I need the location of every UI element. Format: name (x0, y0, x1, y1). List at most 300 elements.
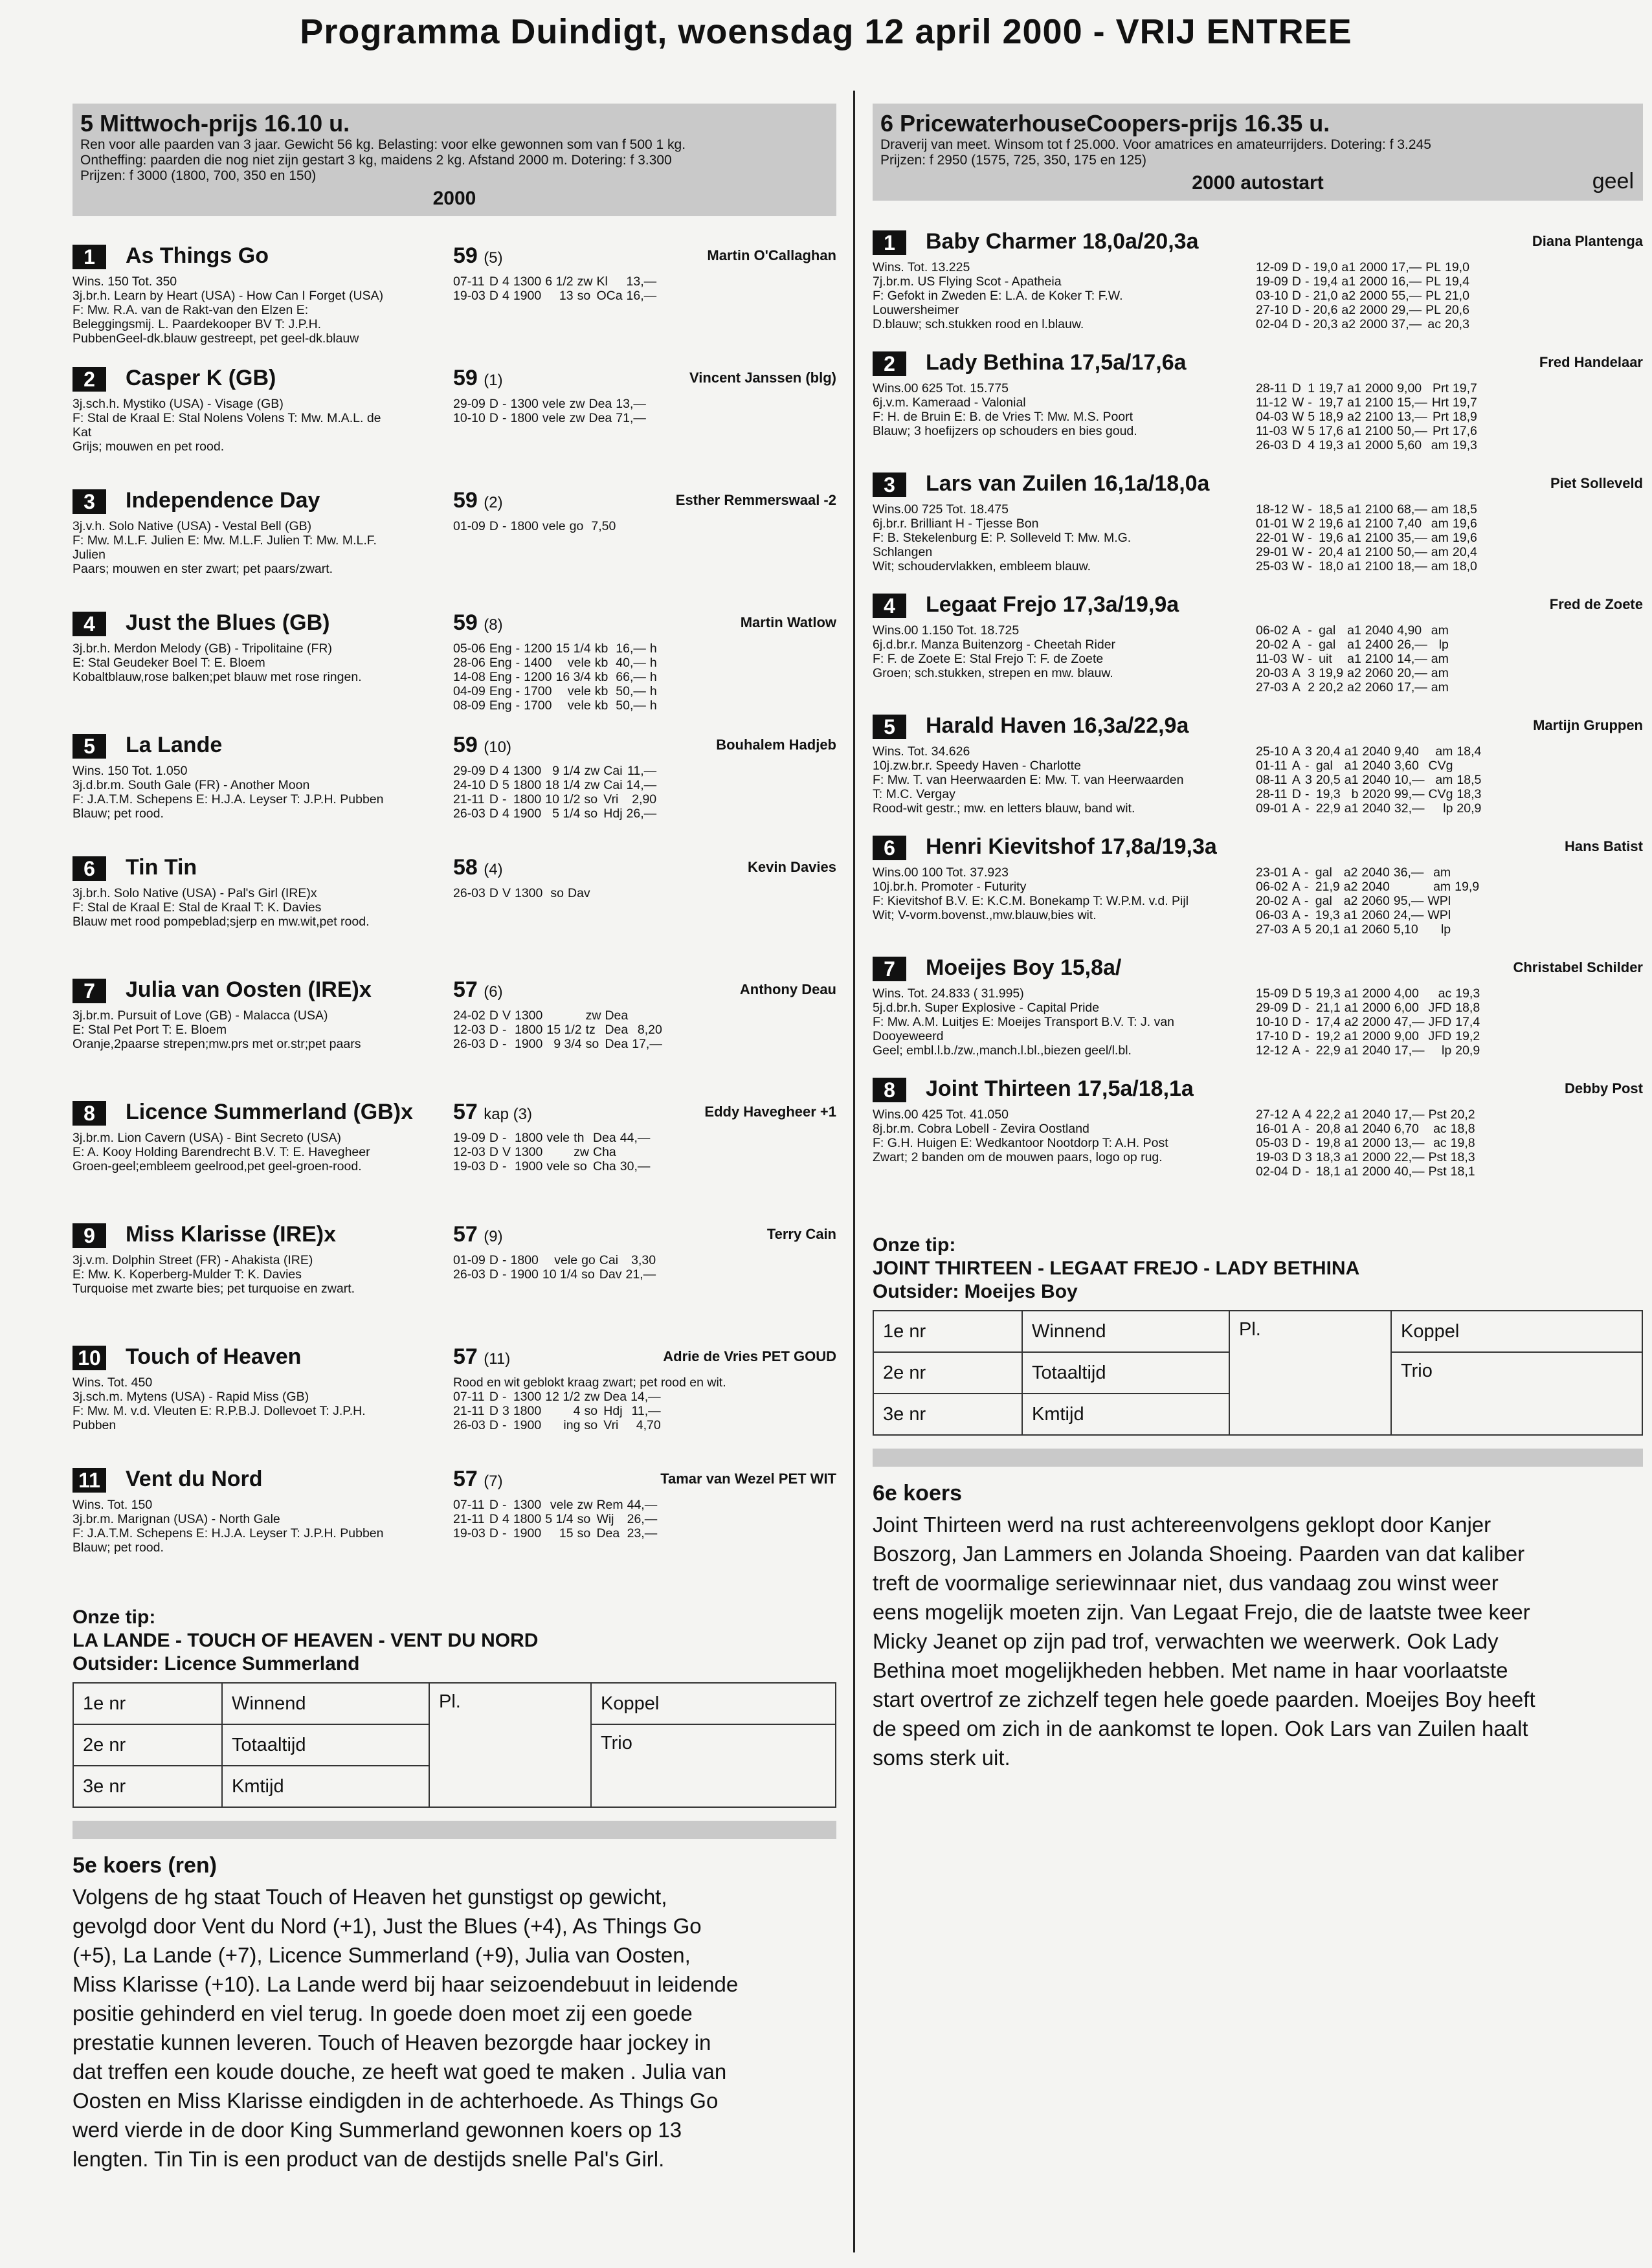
weight-value: 59 (453, 366, 478, 390)
results-table (453, 641, 661, 713)
result-cell: Dea (593, 1131, 616, 1145)
result-cell (660, 792, 664, 806)
review-line: positie gehinderd en viel terug. In goede doen moet zij een goede (73, 2001, 693, 2025)
result-cell: 13,— (1397, 410, 1427, 424)
horse-entry (73, 608, 836, 730)
start-number: (5) (484, 249, 503, 267)
result-row (1256, 260, 1473, 274)
result-cell: A (1291, 759, 1300, 773)
result-cell: 95,— (1393, 894, 1424, 908)
race-5-horse-list (73, 241, 836, 1586)
desc-line: Ren voor alle paarden van 3 jaar. Gewicht 56 kg. Belasting: voor elke gewonnen som van f 500 1 kg. (80, 137, 686, 152)
result-cell: 23-01 (1256, 865, 1288, 880)
result-cell: a1 (1341, 274, 1356, 289)
result-cell: gal (1315, 865, 1332, 880)
result-cell: 1300 (513, 1390, 542, 1404)
horse-info (73, 764, 448, 821)
result-row (453, 684, 661, 698)
desc-line: Draverij van meet. Winsom tot f 25.000. Voor amatrices en amateurrijders. Dotering: f 3.245 (880, 137, 1431, 152)
horse-entry (73, 730, 836, 852)
info-line: 5j.d.br.h. Super Explosive - Capital Pride (873, 1001, 1100, 1015)
result-cell: D (1291, 274, 1301, 289)
result-cell: D (489, 1253, 498, 1267)
result-cell: A (1291, 1107, 1300, 1122)
result-cell: 1900 (513, 1418, 542, 1432)
result-cell: W (1291, 395, 1304, 410)
race-6-bet-form (873, 1310, 1643, 1436)
result-cell: D (1291, 260, 1301, 274)
result-cell: lp (1440, 922, 1451, 937)
horse-weight (453, 1467, 503, 1492)
result-cell: am (1431, 438, 1449, 452)
info-line: Groen; sch.stukken, strepen en mw. blauw. (873, 666, 1113, 680)
result-cell: 02-04 (1256, 317, 1288, 331)
race-5-title: 5 Mittwoch-prijs 16.10 u. (80, 110, 350, 137)
result-cell: W (1291, 652, 1304, 666)
result-cell: a1 (1344, 1029, 1359, 1043)
result-cell: D (1291, 381, 1301, 395)
result-cell: - (1304, 274, 1310, 289)
result-cell: 5 1/4 (545, 1512, 574, 1526)
race-5-tip (73, 1606, 836, 1676)
result-row (453, 1390, 669, 1404)
result-cell (660, 806, 664, 821)
result-cell: - (1304, 787, 1310, 801)
result-cell: 23,— (627, 1526, 658, 1540)
horse-info (873, 744, 1235, 816)
tip-text: LA LANDE - TOUCH OF HEAVEN - VENT DU NORD (73, 1630, 539, 1651)
result-cell: 2000 (1362, 1029, 1390, 1043)
result-cell: 1300 (514, 1008, 543, 1023)
result-cell: A (1291, 773, 1300, 787)
result-cell: 44,— (620, 1131, 651, 1145)
result-cell: 32,— (1394, 801, 1425, 816)
result-cell: 18,9 (1319, 410, 1344, 424)
result-cell: 3 (1304, 1150, 1312, 1164)
result-cell: 3,60 (1394, 759, 1419, 773)
info-line: 8j.br.m. Cobra Lobell - Zevira Oostland (873, 1122, 1089, 1136)
result-cell: 1300 (513, 1498, 542, 1512)
jockey-name: Martin Watlow (740, 614, 836, 630)
result-cell: 19,3 (1319, 438, 1344, 452)
result-cell: WPl (1427, 908, 1451, 922)
result-cell: D (489, 806, 498, 821)
results-table (453, 1131, 658, 1173)
result-row (453, 806, 664, 821)
horse-number: 5 (73, 734, 106, 759)
start-number: (8) (484, 616, 503, 634)
result-cell: 19,3 (1315, 908, 1340, 922)
result-cell: 18,5 (1452, 502, 1477, 517)
result-cell: 1700 (524, 684, 552, 698)
result-cell: 2040 (1362, 744, 1390, 759)
horse-weight (453, 610, 503, 636)
bet-1e-nr: 1e nr (873, 1311, 1022, 1352)
result-cell: D (489, 1512, 498, 1526)
result-cell: 14,— (1397, 652, 1427, 666)
result-cell: a1 (1344, 1107, 1359, 1122)
horse-number: 10 (73, 1346, 106, 1370)
result-row (1256, 787, 1485, 801)
horse-info (73, 1498, 448, 1555)
result-cell: 1900 (513, 289, 542, 303)
result-cell (660, 289, 664, 303)
review-line: gevolgd door Vent du Nord (+1), Just the Blues (+4), As Things Go (73, 1914, 702, 1938)
result-cell: 15,— (1397, 395, 1427, 410)
result-cell: am (1431, 623, 1449, 638)
race-5-review-title: 5e koers (ren) (73, 1853, 217, 1878)
result-cell: 19,0 (1444, 260, 1469, 274)
horse-info (873, 623, 1235, 680)
result-cell: D (489, 519, 498, 533)
result-cell: 19,6 (1319, 531, 1344, 545)
result-cell: am (1435, 744, 1453, 759)
result-cell: PL (1425, 274, 1441, 289)
result-row (1256, 1136, 1479, 1150)
horse-weight (453, 1100, 532, 1125)
result-cell: - (1304, 1164, 1310, 1179)
result-cell: 17,6 (1452, 424, 1477, 438)
result-cell: 2040 (1361, 880, 1390, 894)
result-cell (650, 411, 654, 425)
result-cell: 6,70 (1394, 1122, 1419, 1136)
info-line: 3j.sch.m. Mytens (USA) - Rapid Miss (GB) (73, 1390, 309, 1404)
bet-koppel: Koppel (591, 1683, 836, 1724)
result-cell: 5 1/4 (552, 806, 581, 821)
result-cell: 26-03 (1256, 438, 1288, 452)
result-cell: tz (585, 1023, 596, 1037)
result-row (1256, 908, 1483, 922)
horse-entry (873, 711, 1643, 832)
result-cell: a1 (1347, 381, 1361, 395)
result-row (1256, 517, 1481, 531)
result-cell: 10 1/2 (545, 792, 581, 806)
result-cell: 16,— (1391, 274, 1422, 289)
info-line: 3j.br.m. Pursuit of Love (GB) - Malacca (USA) (73, 1008, 328, 1023)
result-cell: a1 (1344, 986, 1359, 1001)
result-cell: - (502, 1526, 507, 1540)
result-cell: A (1291, 801, 1300, 816)
race-6-distance: 2000 autostart (1192, 172, 1324, 194)
desc-line: Prijzen: f 3000 (1800, 700, 350 en 150) (80, 168, 317, 183)
info-line: Blauw; pet rood. (73, 806, 164, 821)
tip-label: Onze tip: (873, 1234, 956, 1256)
result-cell: 1800 (513, 1404, 542, 1418)
result-cell: 19,3 (1315, 787, 1341, 801)
result-cell: 37,— (1391, 317, 1422, 331)
result-cell: 19,6 (1452, 517, 1477, 531)
jockey-name: Hans Batist (1564, 838, 1643, 854)
result-cell: - (1304, 260, 1310, 274)
bet-pl: Pl. (429, 1683, 591, 1807)
result-cell: 4,70 (636, 1418, 661, 1432)
result-row (453, 1131, 658, 1145)
tip-outsider: Outsider: Licence Summerland (73, 1653, 360, 1674)
result-cell: 55,— (1391, 289, 1422, 303)
result-cell: 2100 (1365, 517, 1394, 531)
info-line: Wins. Tot. 24.833 ( 31.995) (873, 986, 1024, 1001)
result-cell: a1 (1347, 652, 1361, 666)
result-cell: 19,9 (1319, 666, 1344, 680)
result-cell (654, 1131, 658, 1145)
result-cell: Cai (603, 778, 623, 792)
info-line: E: Stal Pet Port T: E. Bloem (73, 1023, 227, 1037)
result-cell: 5,60 (1397, 438, 1422, 452)
result-cell: Eng (489, 698, 512, 713)
info-line: Turquoise met zwarte bies; pet turquoise en zwart. (73, 1282, 355, 1296)
result-cell (620, 1145, 654, 1159)
horse-name: Just the Blues (GB) (126, 610, 330, 635)
review-line: prestatie kunnen leveren. Touch of Heaven bezorgde haar jockey in (73, 2030, 711, 2054)
horse-weight (453, 366, 503, 391)
result-cell: 12-03 (453, 1145, 486, 1159)
result-cell: 28-11 (1256, 381, 1288, 395)
result-cell: 1200 (524, 641, 552, 656)
result-cell (1394, 880, 1428, 894)
result-cell: - (1308, 652, 1312, 666)
result-cell: 44,— (627, 1498, 658, 1512)
result-cell: 4 (502, 274, 509, 289)
result-cell: 18,5 (1319, 502, 1344, 517)
result-cell: zw (569, 411, 585, 425)
start-number: (11) (484, 1350, 511, 1368)
results-table (453, 1498, 665, 1540)
result-cell (660, 764, 664, 778)
result-cell: 22,9 (1315, 801, 1341, 816)
result-row (453, 289, 664, 303)
result-cell (666, 1023, 670, 1037)
info-line: Wins.00 425 Tot. 41.050 (873, 1107, 1009, 1122)
horse-info (873, 865, 1235, 922)
horse-number: 3 (73, 489, 106, 514)
results-table (453, 519, 623, 533)
desc-line: Ontheffing: paarden die nog niet zijn gestart 3 kg, maidens 2 kg. Afstand 2000 m. Dotering: f 3.300 (80, 153, 672, 168)
result-cell: zw (577, 1498, 593, 1512)
result-cell: 13,— (616, 397, 646, 411)
result-cell: 3 (1304, 744, 1312, 759)
result-cell: am (1431, 680, 1449, 695)
result-cell: vele (567, 698, 591, 713)
result-cell: 2100 (1365, 424, 1394, 438)
review-line: de speed om zich in de aankomst te lopen. Ook Lars van Zuilen haalt (873, 1717, 1528, 1740)
result-cell: a1 (1344, 773, 1359, 787)
result-cell: D (489, 289, 498, 303)
result-cell: - (502, 1390, 507, 1404)
result-row (1256, 1164, 1479, 1179)
result-cell: 1800 (510, 519, 539, 533)
info-line: Wins.00 725 Tot. 18.475 (873, 502, 1009, 517)
horse-name: Lars van Zuilen 16,1a/18,0a (926, 471, 1210, 496)
result-cell: 5 (1304, 986, 1312, 1001)
race-6-review-text (873, 1510, 1643, 1772)
result-cell: 26-03 (453, 1418, 486, 1432)
result-cell: D (1291, 1029, 1301, 1043)
result-cell: 21-11 (453, 792, 485, 806)
horse-entry (73, 485, 836, 608)
review-line: Oosten en Miss Klarisse eindigden in de achterhoede. As Things Go (73, 2089, 719, 2113)
result-cell: 04-09 (453, 684, 486, 698)
result-cell: 4 (502, 289, 509, 303)
result-cell (1453, 666, 1457, 680)
result-cell: 19,9 (1455, 880, 1480, 894)
result-cell: a1 (1344, 1122, 1359, 1136)
result-cell (1453, 623, 1457, 638)
result-cell: 50,— (616, 698, 646, 713)
horse-info (73, 397, 448, 454)
jockey-name: Bouhalem Hadjeb (716, 737, 836, 753)
result-cell: PL (1425, 303, 1441, 317)
horse-name: As Things Go (126, 243, 269, 268)
result-cell: 20,4 (1315, 744, 1341, 759)
horse-name: Licence Summerland (GB)x (126, 1100, 414, 1124)
result-cell: 10-10 (1256, 1015, 1288, 1029)
result-cell: A (1291, 865, 1300, 880)
result-cell: 6 1/2 (545, 274, 574, 289)
result-cell: - (1304, 801, 1310, 816)
horse-colors-note: Rood en wit geblokt kraag zwart; pet rood en wit. (453, 1375, 726, 1390)
result-row (453, 670, 661, 684)
result-cell: lp (1438, 638, 1449, 652)
result-cell: gal (1315, 759, 1333, 773)
bet-winnend: Winnend (1022, 1311, 1229, 1352)
result-cell: 24-02 (453, 1008, 486, 1023)
result-cell: Pst (1428, 1107, 1447, 1122)
info-line: Blauw; 3 hoefijzers op schouders en bies goud. (873, 424, 1137, 438)
result-cell: 2000 (1359, 289, 1388, 303)
info-line: Blauw; pet rood. (73, 1540, 164, 1555)
result-cell: Prt (1432, 381, 1449, 395)
result-cell: 9,00 (1397, 381, 1422, 395)
result-cell: 2000 (1359, 303, 1388, 317)
result-cell: - (515, 641, 520, 656)
race-6-column (873, 104, 1643, 1772)
result-cell: 50,— (1397, 545, 1427, 559)
result-cell: - (502, 1037, 507, 1051)
result-cell: Eng (489, 684, 512, 698)
horse-name: La Lande (126, 733, 223, 757)
result-cell: - (1308, 395, 1312, 410)
horse-name: Baby Charmer 18,0a/20,3a (926, 229, 1199, 254)
info-line: F: Mw. M.L.F. Julien E: Mw. M.L.F. Julien T: Mw. M.L.F. (73, 533, 377, 548)
race-6-description (880, 137, 1635, 168)
result-row (1256, 502, 1481, 517)
result-cell: 10,— (1394, 773, 1425, 787)
result-cell: kb (594, 698, 608, 713)
info-line: 6j.v.m. Kameraad - Valonial (873, 395, 1026, 410)
result-cell: - (502, 1267, 507, 1282)
result-cell: Cha (593, 1145, 616, 1159)
result-cell: 9 1/4 (552, 764, 581, 778)
result-cell: 18,8 (1450, 1122, 1475, 1136)
start-number: (2) (484, 494, 503, 511)
result-cell: - (502, 397, 507, 411)
result-cell: 2040 (1362, 759, 1390, 773)
result-cell: 2100 (1365, 559, 1394, 573)
result-cell: go (581, 1253, 596, 1267)
weight-value: 57 (453, 1100, 478, 1124)
horse-name: Legaat Frejo 17,3a/19,9a (926, 592, 1179, 617)
horse-name: Moeijes Boy 15,8a/ (926, 955, 1122, 980)
result-cell: 20-02 (1256, 894, 1288, 908)
result-cell: PL (1425, 260, 1441, 274)
result-cell: b (1351, 787, 1359, 801)
result-cell: 15 (559, 1526, 574, 1540)
info-line: Kobaltblauw,rose balken;pet blauw met rose ringen. (73, 670, 362, 684)
result-cell: lp (1442, 1043, 1452, 1058)
horse-entry (73, 975, 836, 1097)
result-cell: 14-08 (453, 670, 486, 684)
result-cell: - (502, 1159, 507, 1173)
result-cell: 1800 (510, 1253, 539, 1267)
jockey-name: Diana Plantenga (1532, 233, 1643, 249)
result-cell: 18,1 (1450, 1164, 1475, 1179)
result-cell: 4 (502, 1512, 509, 1526)
horse-number: 6 (873, 836, 906, 860)
result-cell: am (1431, 559, 1449, 573)
result-cell: 17,— (1391, 260, 1422, 274)
result-cell: gal (1315, 894, 1332, 908)
result-cell: 18,— (1397, 559, 1427, 573)
result-cell: vele (542, 519, 566, 533)
result-cell: 19,8 (1315, 1136, 1341, 1150)
result-cell: 7,40 (1397, 517, 1422, 531)
result-cell: 19,6 (1452, 531, 1477, 545)
horse-info (73, 1253, 448, 1296)
result-cell: A (1291, 638, 1300, 652)
result-cell: Pst (1428, 1164, 1447, 1179)
result-cell: D (1291, 303, 1301, 317)
result-cell: 20,5 (1315, 773, 1341, 787)
result-cell: 20,2 (1450, 1107, 1475, 1122)
horse-number: 2 (73, 367, 106, 392)
result-cell: a1 (1347, 502, 1361, 517)
result-cell: - (1304, 303, 1310, 317)
result-cell: a1 (1347, 517, 1361, 531)
result-cell: - (1304, 317, 1310, 331)
result-cell: 13 (559, 289, 574, 303)
result-cell (598, 886, 602, 900)
result-cell: 12 1/2 (545, 1390, 581, 1404)
results-table (453, 1253, 664, 1282)
result-row (1256, 381, 1481, 395)
result-row (1256, 1150, 1479, 1164)
result-cell: V (502, 1008, 511, 1023)
result-cell: 19,8 (1450, 1136, 1475, 1150)
result-cell: so (585, 1037, 599, 1051)
result-cell: 15-09 (1256, 986, 1288, 1001)
tip-outsider: Outsider: Moeijes Boy (873, 1281, 1078, 1302)
result-cell: 21-11 (453, 1512, 485, 1526)
result-cell: W (1291, 545, 1304, 559)
result-cell (661, 1498, 665, 1512)
result-cell: zw (569, 397, 585, 411)
result-cell: - (1304, 1001, 1310, 1015)
result-cell (1453, 652, 1457, 666)
info-line: F: J.A.T.M. Schepens E: H.J.A. Leyser T: J.P.H. Pubben (73, 792, 384, 806)
horse-number: 4 (873, 594, 906, 618)
result-cell: go (569, 519, 584, 533)
result-cell: 29,— (1391, 303, 1422, 317)
info-line: 3j.v.h. Solo Native (USA) - Vestal Bell (GB) (73, 519, 312, 533)
result-cell: 17,— (1394, 1107, 1425, 1122)
info-line: Wins. Tot. 450 (73, 1375, 153, 1390)
result-cell: a2 (1341, 303, 1356, 317)
result-cell: a2 (1347, 666, 1361, 680)
result-cell: a2 (1343, 880, 1358, 894)
result-cell: 1800 (510, 411, 539, 425)
weight-value: 59 (453, 488, 478, 513)
info-line: F: Mw. M. v.d. Vleuten E: R.P.B.J. Dollevoet T: J.P.H. (73, 1404, 366, 1418)
